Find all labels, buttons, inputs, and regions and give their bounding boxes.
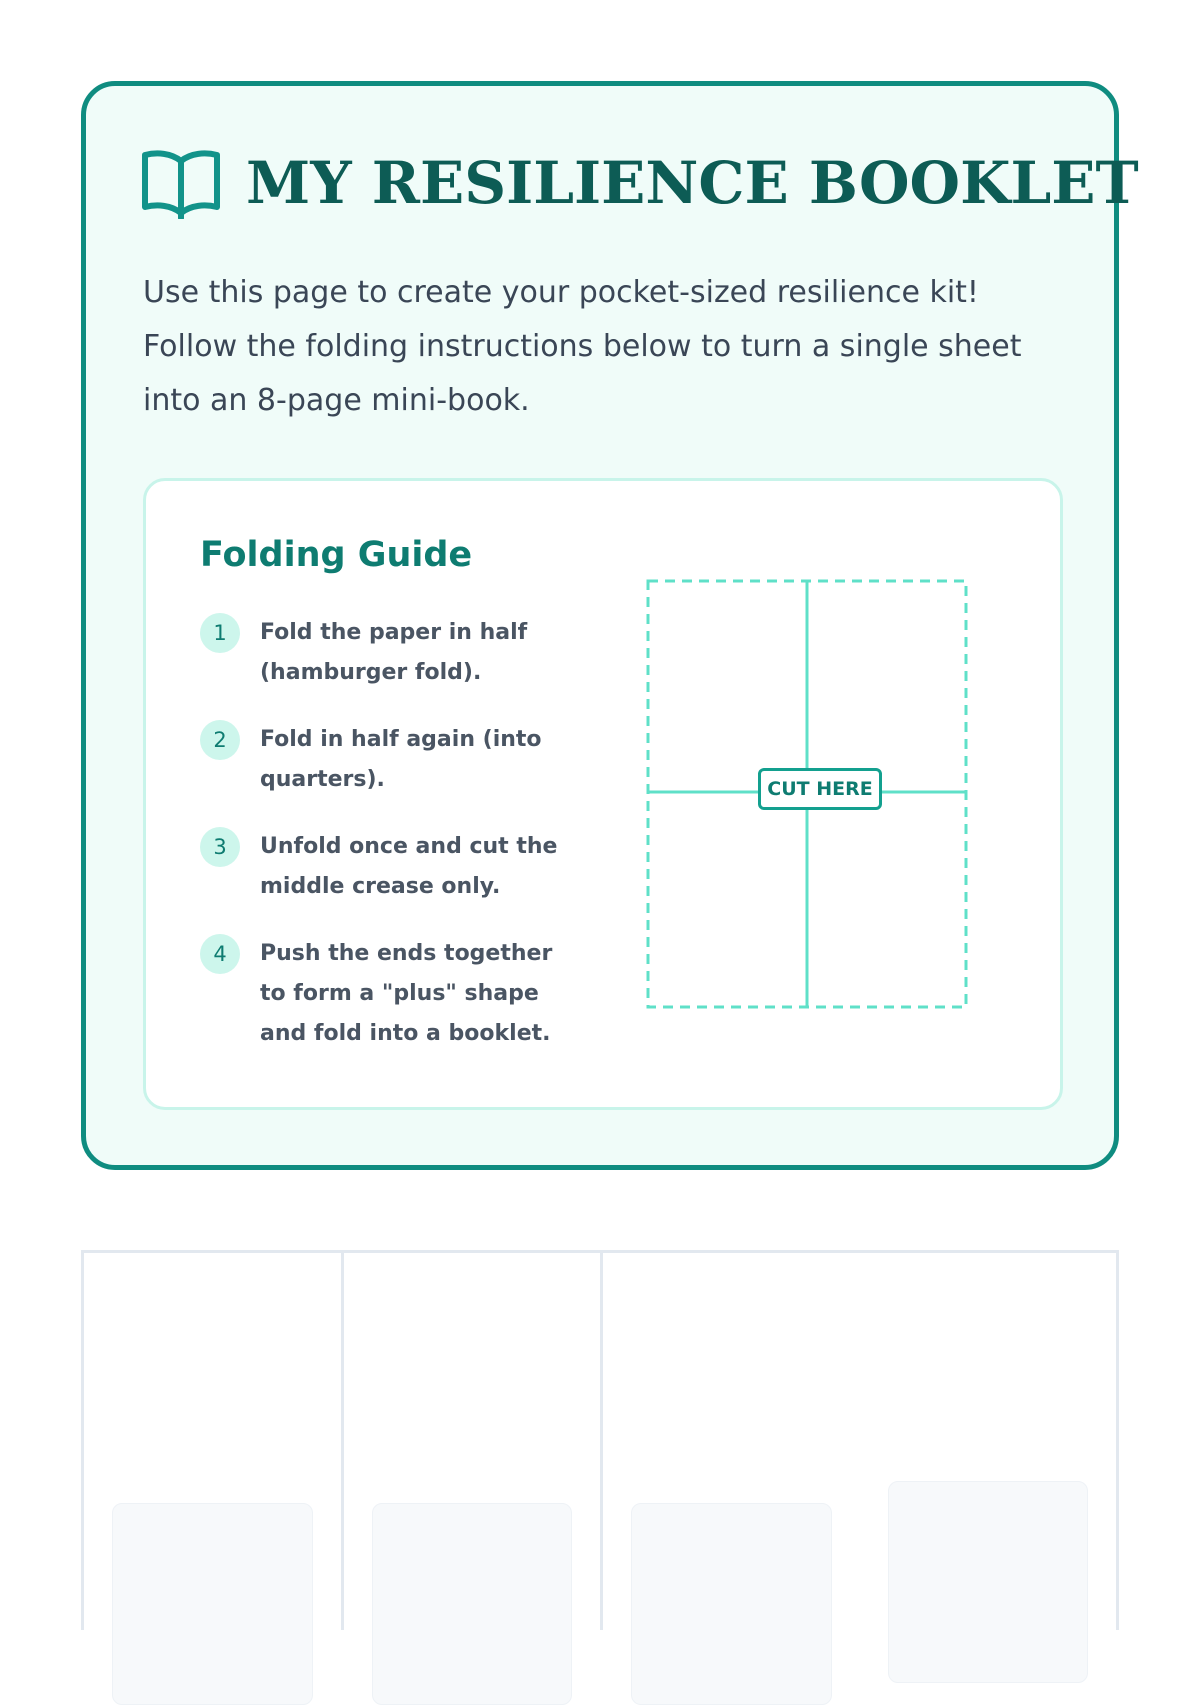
step-text (260, 934, 552, 1054)
step-text-line: and fold into a booklet. (260, 1021, 551, 1046)
booklet-page (84, 1253, 341, 1630)
header (141, 143, 1139, 223)
booklet-page (600, 1253, 860, 1630)
page-placeholder (112, 1503, 313, 1705)
step-number-badge: 1 (200, 613, 240, 653)
page-placeholder (631, 1503, 832, 1705)
open-book-icon (141, 147, 221, 219)
step-text-line: Fold the paper in half (260, 620, 528, 645)
page-placeholder (372, 1503, 573, 1705)
page-placeholder (888, 1481, 1089, 1683)
step-text-line: Unfold once and cut the (260, 834, 558, 859)
step-text-line: Push the ends together (260, 941, 553, 966)
step-number-badge: 3 (200, 827, 240, 867)
booklet-page (341, 1253, 601, 1630)
step-text-line: quarters). (260, 767, 385, 792)
step-text-line: to form a "plus" shape (260, 981, 539, 1006)
folding-step (200, 613, 620, 693)
folding-step (200, 934, 620, 1054)
intro-line: Follow the folding instructions below to turn a single sheet (143, 329, 1022, 364)
booklet-pages-preview (81, 1250, 1119, 1630)
folding-steps-list (200, 613, 620, 1081)
step-text-line: middle crease only. (260, 874, 501, 899)
step-text (260, 720, 542, 800)
folding-step (200, 827, 620, 907)
cut-here-label: CUT HERE (758, 768, 882, 810)
folding-step (200, 720, 620, 800)
step-text-line: Fold in half again (into (260, 727, 542, 752)
step-text (260, 613, 527, 693)
folding-guide-panel (143, 478, 1063, 1110)
step-number-badge: 2 (200, 720, 240, 760)
page-title: MY RESILIENCE BOOKLET (246, 149, 1139, 217)
step-text-line: (hamburger fold). (260, 660, 482, 685)
step-text (260, 827, 557, 907)
folding-guide-title: Folding Guide (200, 535, 473, 575)
intro-text (143, 266, 1043, 428)
intro-line: Use this page to create your pocket-sized resilience kit! (143, 275, 979, 310)
intro-line: into an 8-page mini-book. (143, 383, 530, 418)
step-number-badge: 4 (200, 934, 240, 974)
booklet-page (860, 1253, 1117, 1630)
resilience-booklet-card (81, 81, 1139, 1170)
